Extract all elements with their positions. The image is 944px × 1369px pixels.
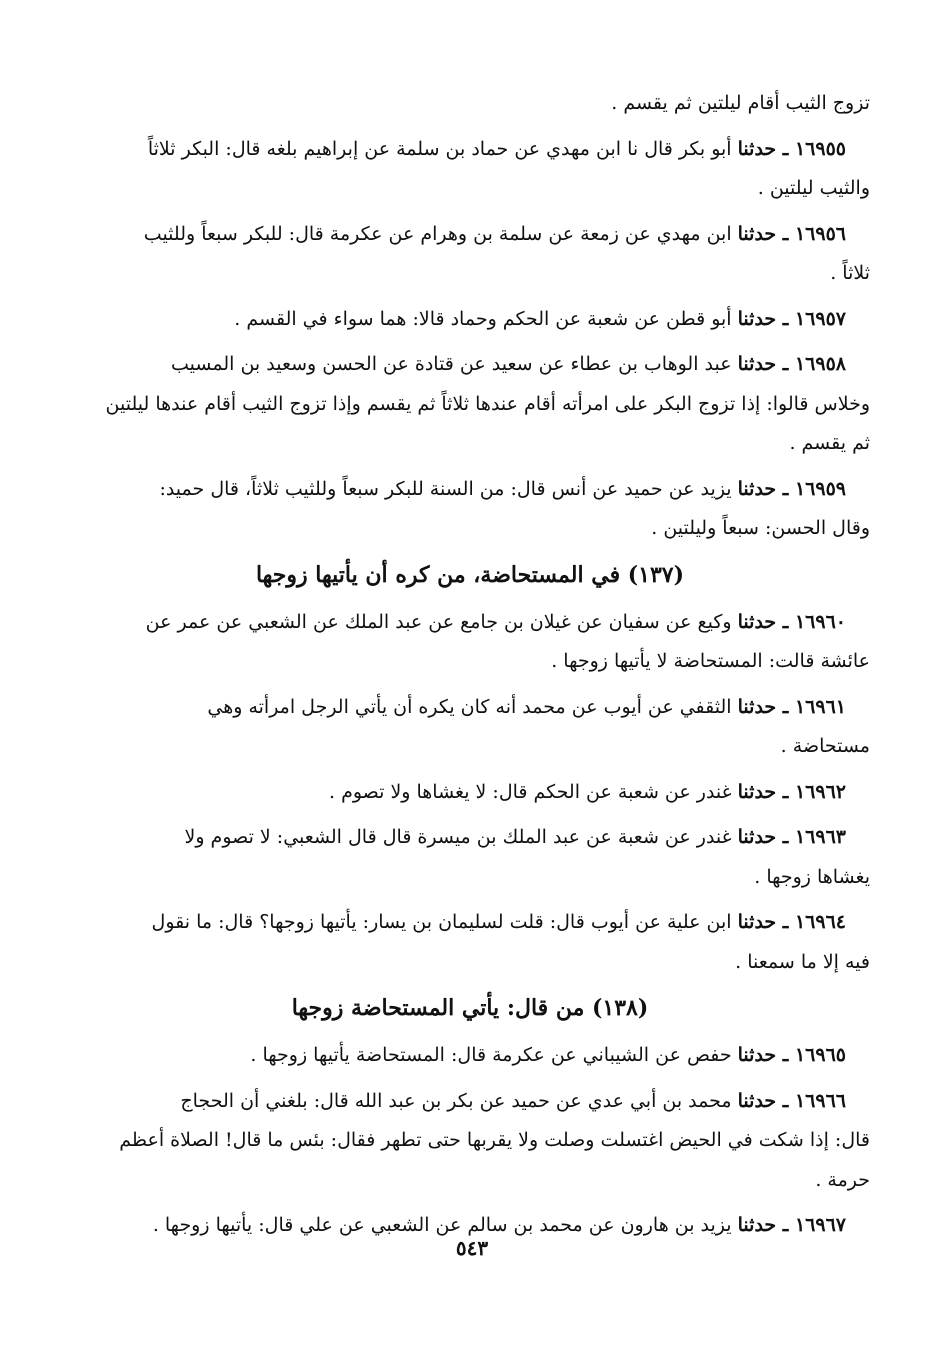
hadith-16959 (70, 470, 870, 549)
document-body (70, 84, 870, 1246)
text-line: وقال الحسن: سبعاً وليلتين . (651, 517, 870, 539)
text-line: والثيب ليلتين . (757, 177, 870, 199)
hadith-16963 (70, 818, 870, 897)
text-line (70, 345, 870, 385)
page-number: ٥٤٣ (455, 1236, 489, 1260)
hadith-number: ١٦٩٦٣ ـ حدثنا (737, 826, 846, 848)
text-line: مستحاضة . (780, 735, 870, 757)
text-line (70, 300, 870, 340)
hadith-number: ١٦٩٥٥ ـ حدثنا (737, 137, 846, 160)
hadith-text: غندر عن شعبة عن عبد الملك بن ميسرة قال قال الشعبي: لا تصوم ولا (184, 826, 732, 848)
text-line (70, 1082, 870, 1122)
hadith-16962 (70, 773, 870, 813)
hadith-number: ١٦٩٦١ ـ حدثنا (737, 695, 846, 718)
section-heading: (١٣٧) في المستحاضة، من كره أن يأتيها زوجها (255, 561, 685, 588)
text-line (70, 688, 870, 728)
hadith-16965 (70, 1036, 870, 1076)
text-line (70, 1036, 870, 1076)
hadith-text: عبد الوهاب بن عطاء عن سعيد عن قتادة عن الحسن وسعيد بن المسيب (171, 353, 732, 375)
hadith-text: وكيع عن سفيان عن غيلان بن جامع عن عبد الملك عن الشعبي عن عمر عن (145, 610, 732, 633)
text-line (70, 818, 870, 858)
hadith-number: ١٦٩٦٤ ـ حدثنا (737, 911, 846, 933)
hadith-16957 (70, 300, 870, 340)
hadith-16955 (70, 130, 870, 209)
hadith-text: محمد بن أبي عدي عن حميد عن بكر بن عبد الله قال: بلغني أن الحجاج (180, 1089, 732, 1112)
hadith-number: ١٦٩٦٦ ـ حدثنا (737, 1089, 846, 1112)
hadith-number: ١٦٩٥٨ ـ حدثنا (737, 353, 846, 375)
text-line: وخلاس قالوا: إذا تزوج البكر على امرأته أقام عندها ثلاثاً ثم يقسم وإذا تزوج الثيب أقام عندها ليلتين (105, 392, 870, 415)
text-line (70, 470, 870, 510)
text-line: حرمة . (815, 1168, 870, 1191)
text-line: قال: إذا شكت في الحيض اغتسلت وصلت ولا يقربها حتى تطهر فقال: بئس ما قال! الصلاة أعظم (119, 1129, 870, 1151)
text-line (70, 773, 870, 813)
text-line: ثم يقسم . (789, 432, 870, 454)
text-line: تزوج الثيب أقام ليلتين ثم يقسم . (611, 92, 870, 114)
hadith-text: ابن مهدي عن زمعة عن سلمة بن وهرام عن عكرمة قال: للبكر سبعاً وللثيب (143, 222, 732, 245)
text-line (70, 903, 870, 943)
hadith-16961 (70, 688, 870, 767)
hadith-16960 (70, 603, 870, 682)
text-line: فيه إلا ما سمعنا . (735, 950, 870, 973)
text-line (70, 603, 870, 643)
text-line: ثلاثاً . (830, 262, 870, 284)
hadith-number: ١٦٩٥٧ ـ حدثنا (737, 307, 846, 330)
hadith-text: يزيد بن هارون عن محمد بن سالم عن الشعبي عن علي قال: يأتيها زوجها . (152, 1214, 732, 1236)
hadith-text: غندر عن شعبة عن الحكم قال: لا يغشاها ولا تصوم . (328, 780, 732, 803)
hadith-text: يزيد عن حميد عن أنس قال: من السنة للبكر سبعاً وللثيب ثلاثاً، قال حميد: (159, 477, 732, 500)
hadith-text: ابن علية عن أيوب قال: قلت لسليمان بن يسار: يأتيها زوجها؟ قال: ما نقول (151, 911, 732, 933)
hadith-number: ١٦٩٦٢ ـ حدثنا (737, 780, 846, 803)
text-line (70, 130, 870, 170)
text-line: يغشاها زوجها . (754, 865, 870, 888)
text-line: عائشة قالت: المستحاضة لا يأتيها زوجها . (551, 650, 870, 672)
hadith-16958 (70, 345, 870, 464)
section-heading: (١٣٨) من قال: يأتي المستحاضة زوجها (291, 995, 649, 1021)
hadith-number: ١٦٩٥٩ ـ حدثنا (737, 477, 846, 500)
hadith-text: الثقفي عن أيوب عن محمد أنه كان يكره أن يأتي الرجل امرأته وهي (207, 695, 732, 718)
text-line (70, 215, 870, 255)
hadith-text: أبو قطن عن شعبة عن الحكم وحماد قالا: هما سواء في القسم . (234, 307, 732, 330)
hadith-number: ١٦٩٦٠ ـ حدثنا (737, 610, 846, 633)
hadith-16956 (70, 215, 870, 294)
hadith-16964 (70, 903, 870, 982)
hadith-number: ١٦٩٥٦ ـ حدثنا (737, 222, 846, 245)
hadith-number: ١٦٩٦٥ ـ حدثنا (737, 1044, 846, 1066)
hadith-text: حفص عن الشيباني عن عكرمة قال: المستحاضة يأتيها زوجها . (250, 1044, 732, 1066)
hadith-16966 (70, 1082, 870, 1201)
hadith-text: أبو بكر قال نا ابن مهدي عن حماد بن سلمة عن إبراهيم بلغه قال: البكر ثلاثاً (147, 137, 732, 160)
hadith-number: ١٦٩٦٧ ـ حدثنا (737, 1214, 846, 1236)
